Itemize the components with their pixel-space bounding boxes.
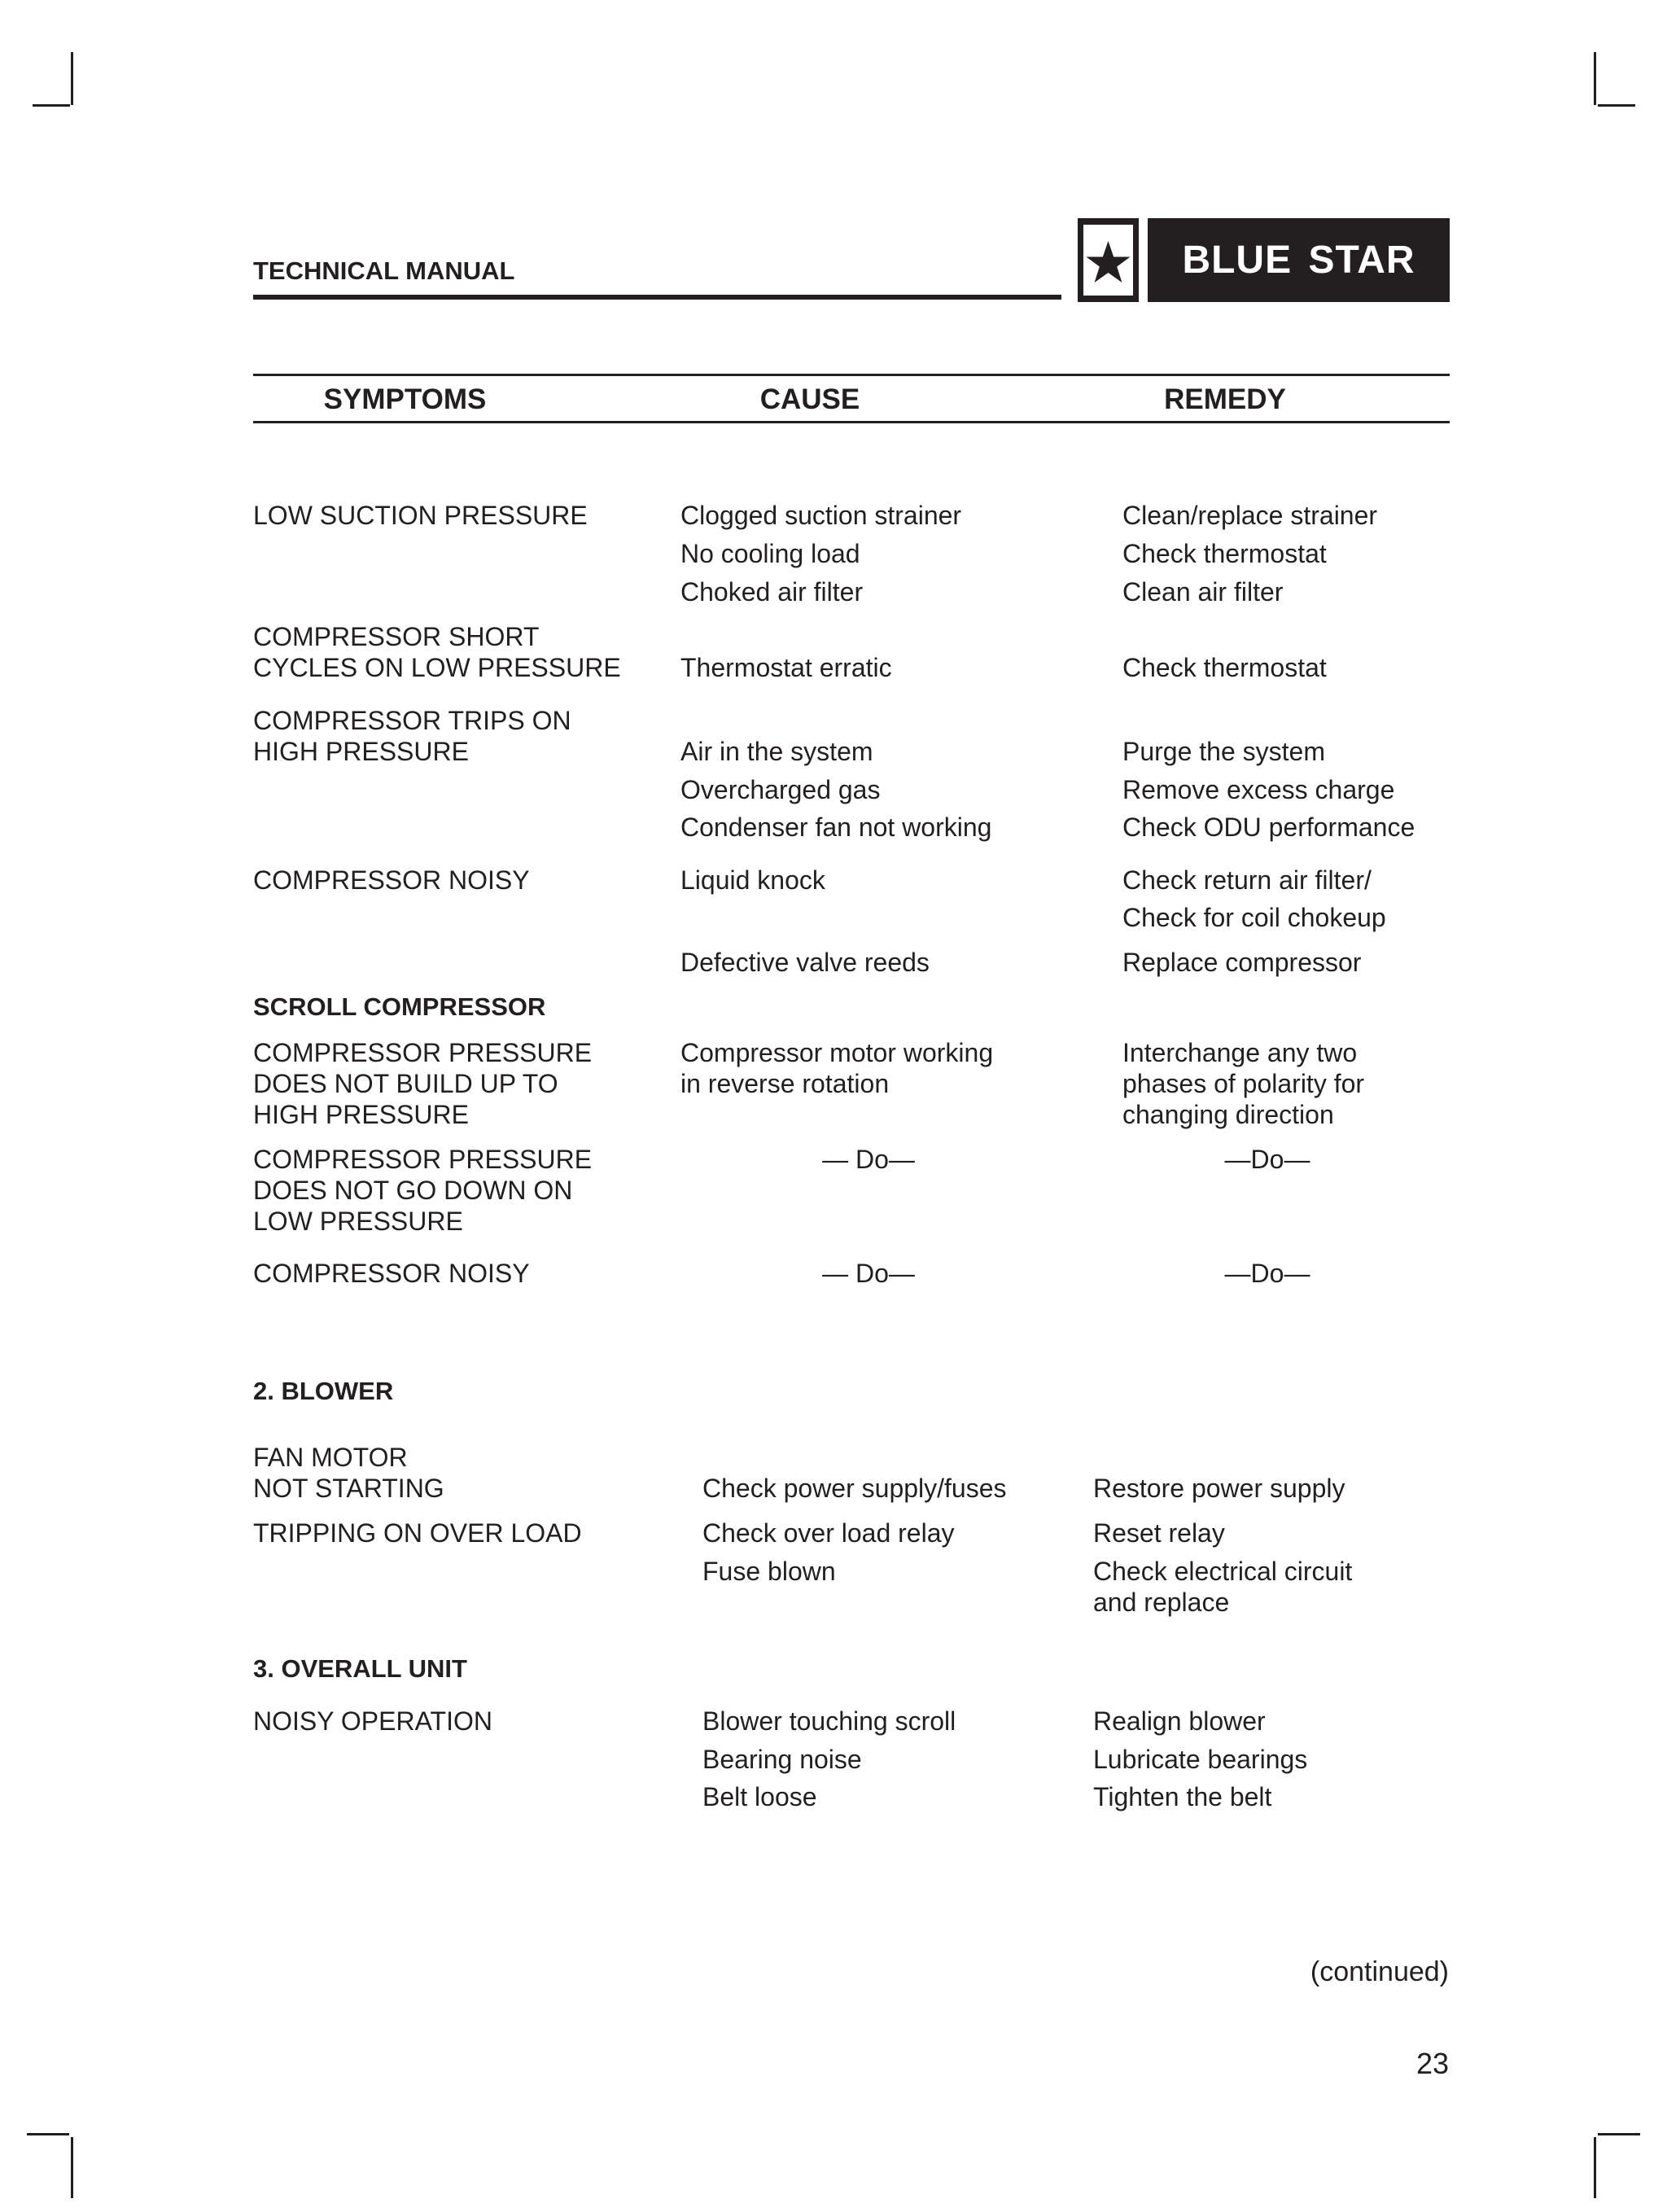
remedy-text: Interchange any two (1122, 1038, 1358, 1067)
symptom-text: CYCLES ON LOW PRESSURE (253, 653, 621, 682)
crop-mark (1594, 2137, 1596, 2198)
column-header-symptoms: SYMPTOMS (323, 383, 487, 415)
cause-text: Air in the system (680, 737, 873, 766)
remedy-text: Reset relay (1093, 1518, 1225, 1548)
cause-ditto: — Do— (822, 1145, 915, 1174)
symptom-text: COMPRESSOR PRESSURE (253, 1145, 593, 1174)
symptom-text: DOES NOT BUILD UP TO (253, 1069, 558, 1098)
remedy-text: Lubricate bearings (1093, 1745, 1308, 1774)
cause-text: Blower touching scroll (702, 1706, 956, 1736)
remedy-text: Clean/replace strainer (1122, 501, 1378, 530)
remedy-text: Check electrical circuit (1093, 1557, 1353, 1586)
symptom-text: LOW SUCTION PRESSURE (253, 501, 588, 530)
brand-box (1148, 218, 1450, 302)
cause-text: Belt loose (702, 1782, 817, 1811)
symptom-text: HIGH PRESSURE (253, 737, 469, 766)
cause-text: Liquid knock (680, 865, 825, 895)
section-heading-overall: 3. OVERALL UNIT (253, 1654, 467, 1683)
symptom-text: DOES NOT GO DOWN ON (253, 1176, 573, 1205)
symptom-text: FAN MOTOR (253, 1443, 408, 1472)
cause-text: Defective valve reeds (680, 948, 930, 977)
crop-mark (1594, 52, 1596, 105)
page-number: 23 (1415, 2047, 1449, 2080)
remedy-text: Check thermostat (1122, 539, 1327, 568)
cause-text: Overcharged gas (680, 775, 881, 804)
section-heading-scroll: SCROLL COMPRESSOR (253, 992, 546, 1021)
symptom-text: COMPRESSOR NOISY (253, 865, 530, 895)
symptom-text: TRIPPING ON OVER LOAD (253, 1518, 582, 1548)
cause-text: Check over load relay (702, 1518, 955, 1548)
remedy-ditto: —Do— (1224, 1145, 1310, 1174)
symptom-text: NOT STARTING (253, 1474, 444, 1503)
remedy-ditto: —Do— (1224, 1259, 1310, 1288)
symptom-text: COMPRESSOR TRIPS ON (253, 706, 571, 735)
symptom-text: COMPRESSOR SHORT (253, 622, 540, 651)
symptom-text: NOISY OPERATION (253, 1706, 492, 1736)
cause-text: Clogged suction strainer (680, 501, 962, 530)
cause-text: Bearing noise (702, 1745, 862, 1774)
continued-note: (continued) (1310, 1956, 1449, 1987)
crop-mark (71, 52, 73, 105)
remedy-text: Clean air filter (1122, 577, 1284, 607)
symptom-text: COMPRESSOR NOISY (253, 1259, 530, 1288)
remedy-text: Remove excess charge (1122, 775, 1395, 804)
remedy-text: Tighten the belt (1093, 1782, 1272, 1811)
remedy-text: Check for coil chokeup (1122, 903, 1386, 932)
header-rule (253, 295, 1061, 300)
symptom-text: HIGH PRESSURE (253, 1100, 469, 1129)
symptom-text: LOW PRESSURE (253, 1207, 463, 1236)
remedy-text: Check thermostat (1122, 653, 1327, 682)
remedy-text: Replace compressor (1122, 948, 1362, 977)
crop-mark (27, 2133, 69, 2135)
remedy-text: and replace (1093, 1588, 1230, 1617)
cause-text: Compressor motor working (680, 1038, 994, 1067)
cause-ditto: — Do— (822, 1259, 915, 1288)
table-header-rule (253, 421, 1450, 423)
crop-mark (71, 2137, 73, 2198)
cause-text: Condenser fan not working (680, 813, 992, 842)
crop-mark (33, 104, 70, 107)
star-icon (1078, 218, 1139, 302)
cause-text: Fuse blown (702, 1557, 836, 1586)
remedy-text: Check return air filter/ (1122, 865, 1372, 895)
brand-logo (1078, 218, 1450, 302)
symptom-text: COMPRESSOR PRESSURE (253, 1038, 593, 1067)
remedy-text: Check ODU performance (1122, 813, 1415, 842)
cause-text: Thermostat erratic (680, 653, 892, 682)
brand-name: BLUE STAR (1182, 239, 1415, 282)
remedy-text: Purge the system (1122, 737, 1325, 766)
column-header-cause: CAUSE (759, 383, 860, 415)
remedy-text: Restore power supply (1093, 1474, 1345, 1503)
remedy-text: changing direction (1122, 1100, 1334, 1129)
crop-mark (1598, 2133, 1640, 2135)
cause-text: No cooling load (680, 539, 860, 568)
table-top-rule (253, 374, 1450, 376)
remedy-text: phases of polarity for (1122, 1069, 1365, 1098)
remedy-text: Realign blower (1093, 1706, 1266, 1736)
crop-mark (1598, 104, 1635, 107)
manual-title: TECHNICAL MANUAL (253, 256, 515, 285)
cause-text: Check power supply/fuses (702, 1474, 1007, 1503)
column-header-remedy: REMEDY (1164, 383, 1286, 415)
cause-text: in reverse rotation (680, 1069, 890, 1098)
section-heading-blower: 2. BLOWER (253, 1377, 394, 1405)
cause-text: Choked air filter (680, 577, 864, 607)
